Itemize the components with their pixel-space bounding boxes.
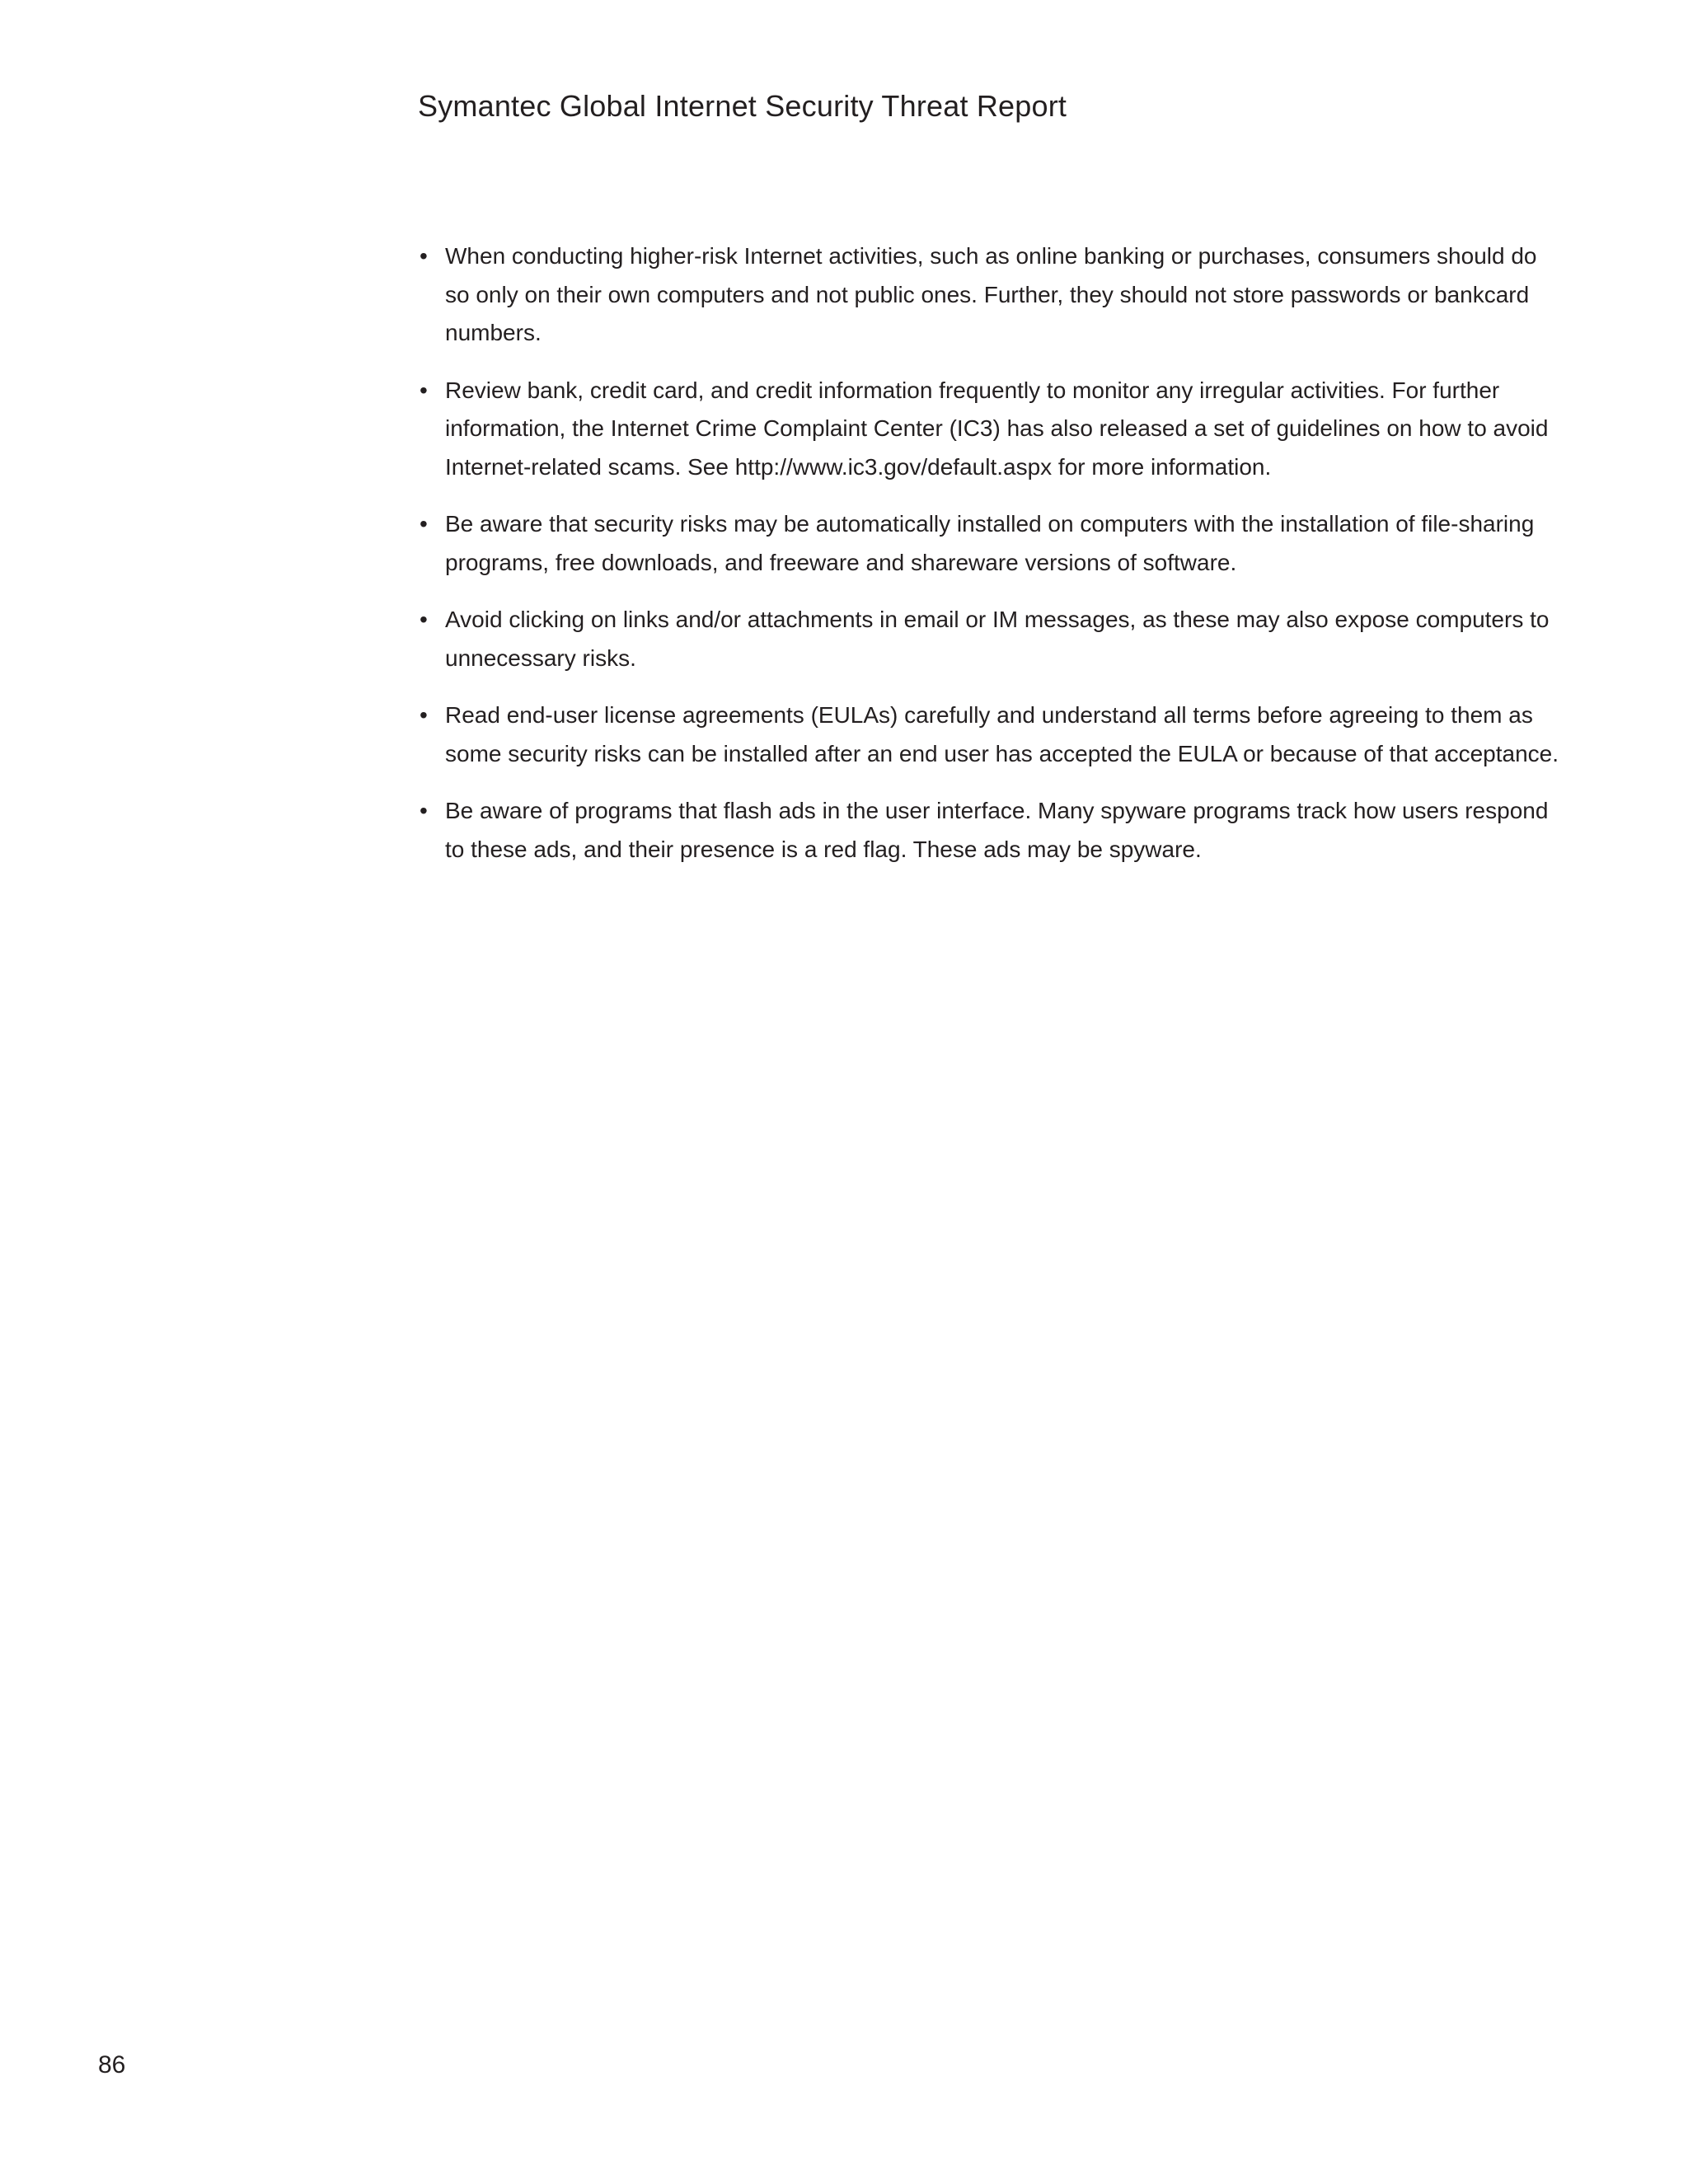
list-item	[418, 792, 1564, 869]
bullet-icon: •	[420, 702, 428, 728]
recommendations-list	[418, 237, 1564, 888]
bullet-icon: •	[420, 243, 428, 269]
bullet-icon: •	[420, 607, 428, 632]
bullet-icon: •	[420, 377, 428, 403]
page-header-title: Symantec Global Internet Security Threat Report	[418, 89, 1067, 123]
bullet-icon: •	[420, 798, 428, 823]
list-item-text: Avoid clicking on links and/or attachments in email or IM messages, as these may also expose computers to unnecessary risks.	[445, 607, 1550, 671]
page-number: 86	[98, 2051, 126, 2079]
list-item-text: When conducting higher-risk Internet activities, such as online banking or purchases, consumers should do so only on their own computers and not public ones. Further, they should not store passwords or bankcard numbers.	[445, 243, 1537, 345]
list-item	[418, 696, 1564, 773]
list-item	[418, 237, 1564, 353]
bullet-icon: •	[420, 511, 428, 537]
list-item-text: Be aware of programs that flash ads in the user interface. Many spyware programs track how users respond to these ads, and their presence is a red flag. These ads may be spyware.	[445, 798, 1549, 862]
list-item-text: Review bank, credit card, and credit information frequently to monitor any irregular activities. For further information, the Internet Crime Complaint Center (IC3) has also released a set of guidelines on how to avoid Internet-related scams. See http://www.ic3.gov/default.aspx for more information.	[445, 377, 1549, 480]
list-item	[418, 505, 1564, 582]
list-item	[418, 372, 1564, 487]
list-item	[418, 601, 1564, 677]
list-item-text: Be aware that security risks may be automatically installed on computers with the installation of file-sharing programs, free downloads, and freeware and shareware versions of software.	[445, 511, 1535, 575]
list-item-text: Read end-user license agreements (EULAs) carefully and understand all terms before agreeing to them as some security risks can be installed after an end user has accepted the EULA or because of that acceptance.	[445, 702, 1559, 766]
